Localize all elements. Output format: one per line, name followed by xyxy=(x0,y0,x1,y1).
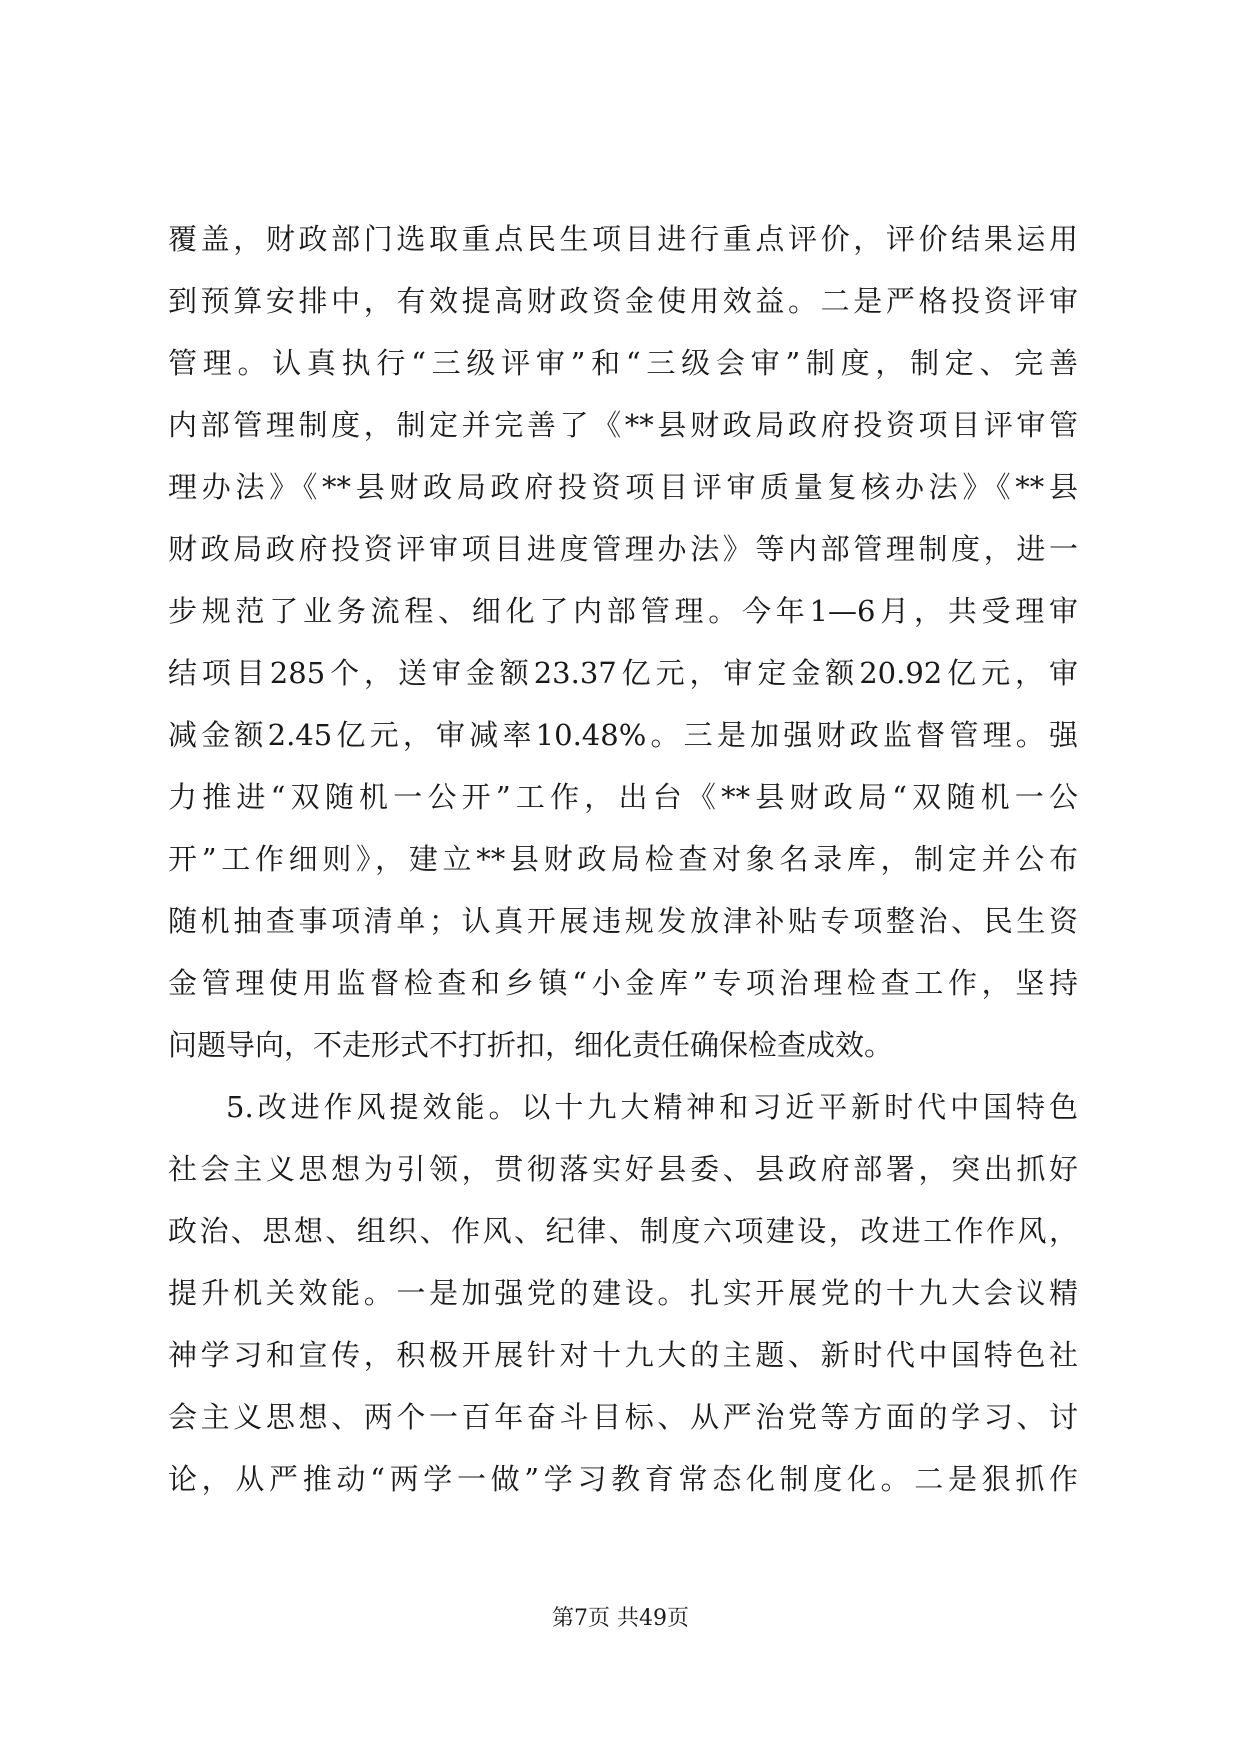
text-line: 政治、思想、组织、作风、纪律、制度六项建设，改进工作作风， xyxy=(168,1214,1078,1248)
text-line: 神学习和宣传，积极开展针对十九大的主题、新时代中国特色社 xyxy=(168,1338,1078,1372)
text-line: 内部管理制度，制定并完善了《**县财政局政府投资项目评审管 xyxy=(168,408,1078,442)
text-line: 随机抽查事项清单；认真开展违规发放津补贴专项整治、民生资 xyxy=(168,904,1078,938)
text-line: 开”工作细则》，建立**县财政局检查对象名录库，制定并公布 xyxy=(168,842,1078,876)
text-line: 社会主义思想为引领，贯彻落实好县委、县政府部署，突出抓好 xyxy=(168,1152,1078,1186)
text-line: 结项目285个，送审金额23.37亿元，审定金额20.92亿元，审 xyxy=(168,656,1078,690)
text-line: 5.改进作风提效能。以十九大精神和习近平新时代中国特色 xyxy=(226,1090,1078,1124)
text-line: 到预算安排中，有效提高财政资金使用效益。二是严格投资评审 xyxy=(168,284,1078,318)
text-line: 力推进“双随机一公开”工作，出台《**县财政局“双随机一公 xyxy=(168,780,1078,814)
text-line: 会主义思想、两个一百年奋斗目标、从严治党等方面的学习、讨 xyxy=(168,1400,1078,1434)
text-line: 理办法》《**县财政局政府投资项目评审质量复核办法》《**县 xyxy=(168,470,1078,504)
text-line: 问题导向，不走形式不打折扣，细化责任确保检查成效。 xyxy=(168,1028,894,1062)
text-line: 提升机关效能。一是加强党的建设。扎实开展党的十九大会议精 xyxy=(168,1276,1078,1310)
text-line: 财政局政府投资评审项目进度管理办法》等内部管理制度，进一 xyxy=(168,532,1078,566)
text-line: 金管理使用监督检查和乡镇“小金库”专项治理检查工作，坚持 xyxy=(168,966,1078,1000)
text-line: 减金额2.45亿元，审减率10.48%。三是加强财政监督管理。强 xyxy=(168,718,1078,752)
text-line: 步规范了业务流程、细化了内部管理。今年1—6月，共受理审 xyxy=(168,594,1078,628)
page-number: 第7页 共49页 xyxy=(552,1606,689,1631)
text-line: 管理。认真执行“三级评审”和“三级会审”制度，制定、完善 xyxy=(168,346,1078,380)
text-line: 覆盖，财政部门选取重点民生项目进行重点评价，评价结果运用 xyxy=(168,222,1078,256)
text-line: 论，从严推动“两学一做”学习教育常态化制度化。二是狠抓作 xyxy=(168,1462,1078,1496)
body-text xyxy=(168,208,1078,1510)
